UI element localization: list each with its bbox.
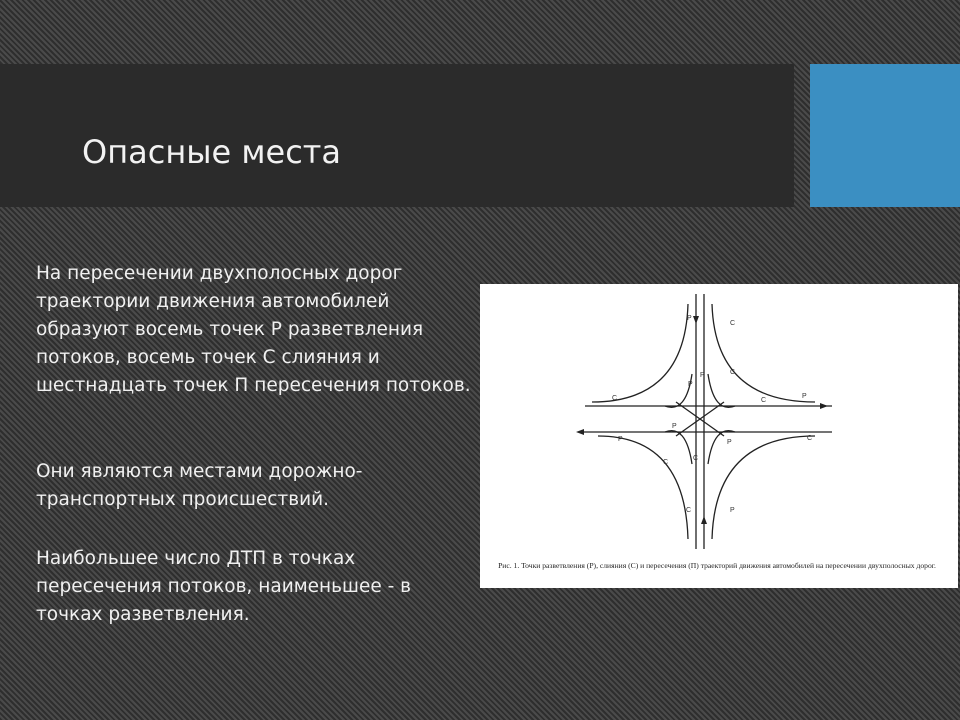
accent-block	[810, 64, 960, 207]
slide-title: Опасные места	[82, 133, 342, 171]
curve-top-left	[592, 304, 688, 402]
point-label: P	[618, 436, 623, 443]
point-label: P	[802, 393, 807, 400]
intersection-figure	[480, 284, 958, 588]
point-label: C	[612, 395, 618, 402]
inner-path-2	[708, 374, 735, 407]
inner-path-4	[708, 431, 735, 464]
paragraph-most-accidents: Наибольшее число ДТП в точках пересечения потоков, наименьшее - в точках разветвления.	[36, 548, 412, 625]
curve-top-right	[712, 304, 815, 402]
point-label: C	[761, 397, 767, 404]
intersection-diagram	[480, 284, 958, 584]
curve-bottom-right	[712, 436, 815, 539]
inner-path-3	[665, 431, 692, 464]
point-label: P	[672, 423, 677, 430]
arrow-horizontal-left	[576, 429, 584, 435]
point-label: C	[663, 459, 669, 466]
arrow-vertical-up	[701, 516, 707, 524]
curve-bottom-left	[598, 436, 688, 539]
arrow-vertical-down	[693, 316, 699, 324]
point-label: C	[693, 455, 699, 462]
arrow-horizontal-right	[820, 403, 828, 409]
point-label: P	[730, 507, 735, 514]
point-label: C	[730, 369, 736, 376]
point-label: C	[807, 435, 813, 442]
point-label: C	[686, 507, 692, 514]
point-label: P	[687, 315, 692, 322]
point-label: P	[727, 439, 732, 446]
inner-path-1	[665, 374, 692, 407]
point-label: P	[700, 372, 705, 379]
figure-caption: Рис. 1. Точки разветвления (Р), слияния (С) и пересечения (П) траекторий движения автомобилей на пересечении двухполосных дорог.	[498, 561, 936, 570]
paragraph-accidents: Они являются местами дорожно-транспортных происшествий.	[36, 461, 363, 510]
paragraph-points: На пересечении двухполосных дорог траектории движения автомобилей образуют восемь точек Р разветвления потоков, восемь точек С слияния и шестнадцать точек П пересечения потоков.	[36, 263, 471, 396]
point-label: C	[730, 320, 736, 327]
point-label: P	[688, 381, 693, 388]
